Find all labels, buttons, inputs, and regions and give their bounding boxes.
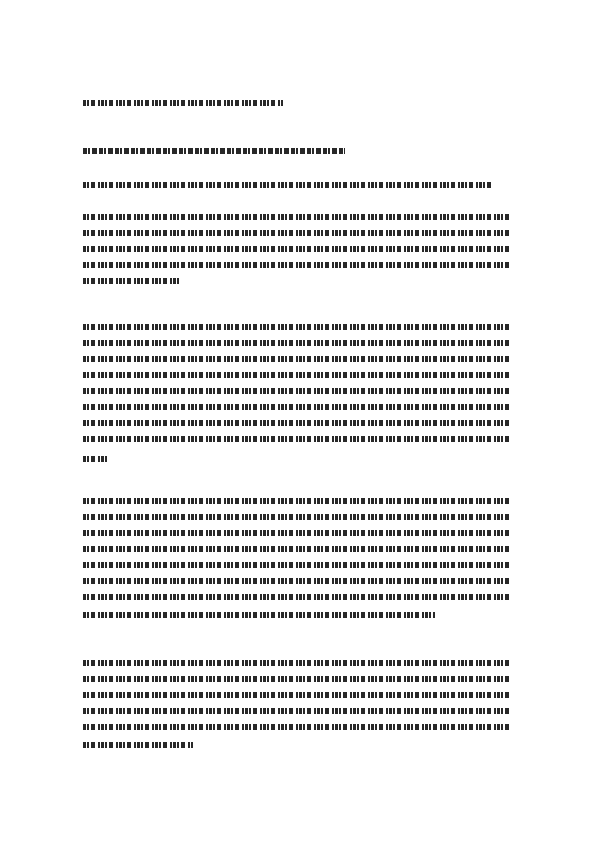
paragraph-line bbox=[83, 324, 509, 330]
paragraph-line bbox=[83, 612, 435, 618]
paragraph-line bbox=[83, 388, 509, 394]
paragraph-line bbox=[83, 578, 509, 584]
paragraph-line bbox=[83, 514, 509, 520]
paragraph-line bbox=[83, 530, 509, 536]
paragraph-line bbox=[83, 420, 509, 426]
paragraph-line bbox=[83, 246, 509, 252]
paragraph-line bbox=[83, 262, 509, 268]
title-text-render bbox=[83, 148, 345, 154]
paragraph-line bbox=[83, 436, 509, 442]
paragraph-line bbox=[83, 372, 509, 378]
paragraph-line bbox=[83, 340, 509, 346]
paragraph-line bbox=[83, 214, 509, 220]
paragraph-line bbox=[83, 660, 509, 666]
document-subtitle bbox=[83, 182, 493, 188]
document-header bbox=[83, 100, 283, 106]
paragraph-line bbox=[83, 594, 509, 600]
paragraph-line bbox=[83, 278, 181, 284]
paragraph-line bbox=[83, 546, 509, 552]
paragraph-line bbox=[83, 676, 509, 682]
paragraph-line bbox=[83, 742, 193, 748]
paragraph-line bbox=[83, 230, 509, 236]
header-text-render bbox=[83, 100, 283, 106]
paragraph-line bbox=[83, 692, 509, 698]
paragraph-line bbox=[83, 562, 509, 568]
paragraph-line bbox=[83, 498, 509, 504]
paragraph-line bbox=[83, 708, 509, 714]
subtitle-text-render bbox=[83, 182, 493, 188]
paragraph-line bbox=[83, 356, 509, 362]
paragraph-line bbox=[83, 724, 509, 730]
paragraph-line bbox=[83, 404, 509, 410]
document-title bbox=[83, 148, 345, 154]
paragraph-line bbox=[83, 456, 107, 462]
